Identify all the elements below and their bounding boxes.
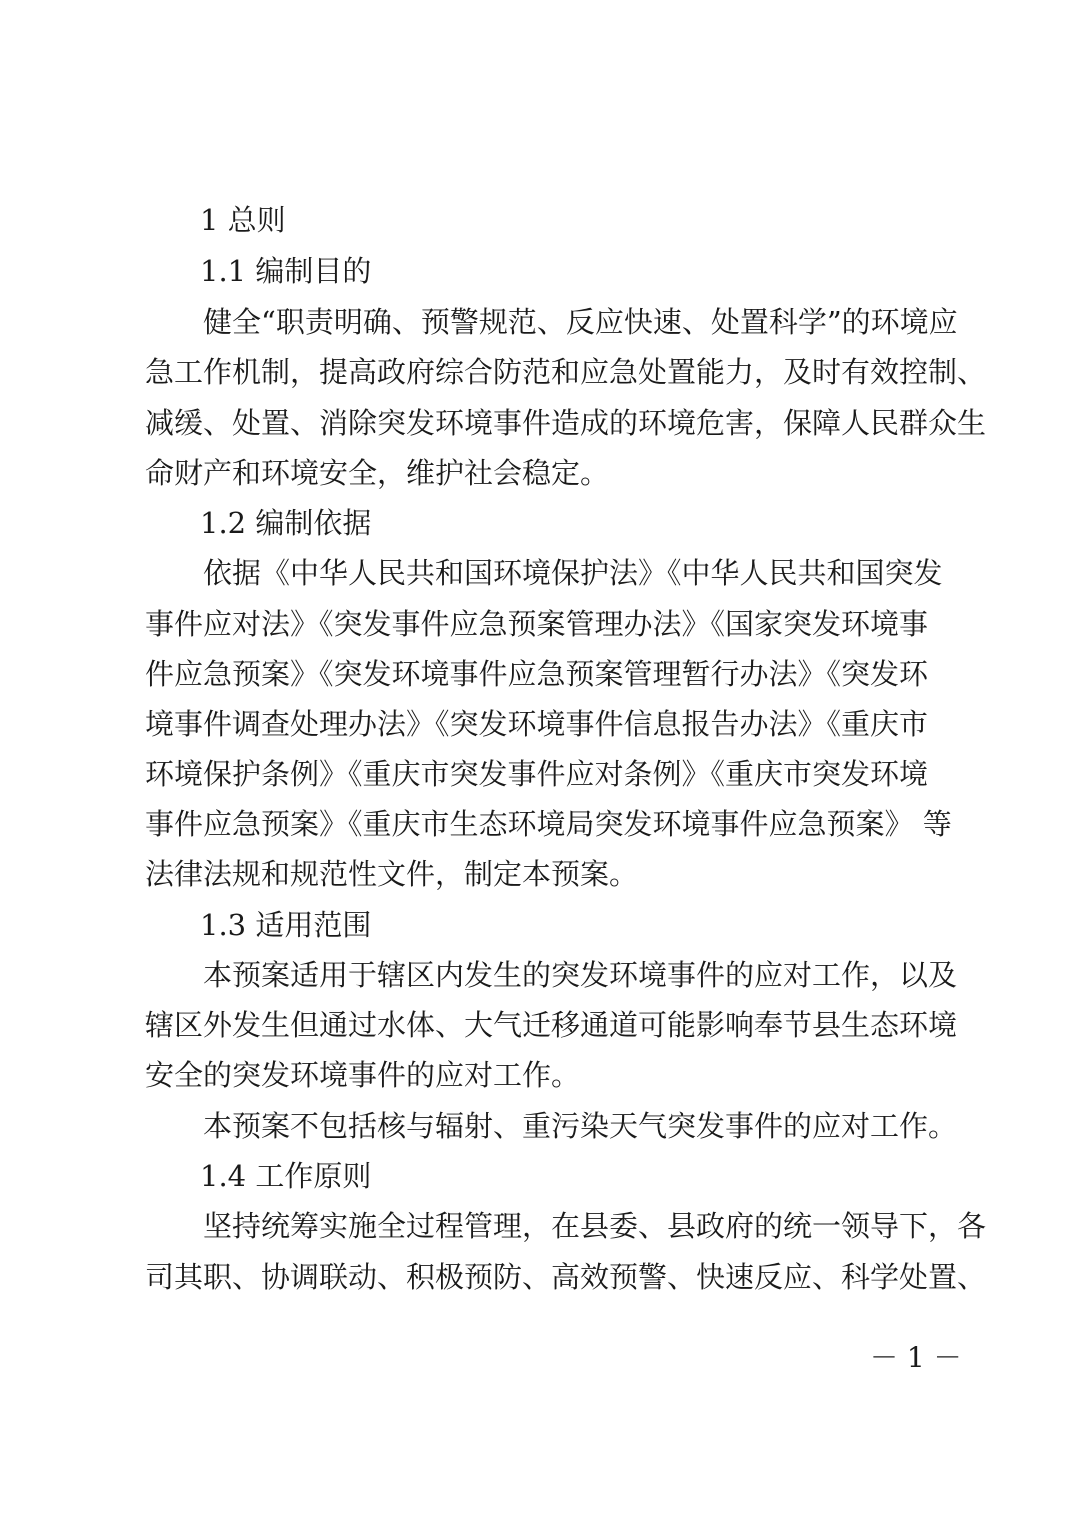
paragraph-line: 健全“职责明确、预警规范、反应快速、处置科学”的环境应 (203, 305, 958, 339)
paragraph-line: 依据《中华人民共和国环境保护法》《中华人民共和国突发 (203, 556, 943, 590)
subsection-heading-1-2: 1.2 编制依据 (200, 506, 372, 540)
page-number: － 1 － (870, 1341, 962, 1374)
paragraph-line: 件应急预案》《突发环境事件应急预案管理暂行办法》《突发环 (145, 657, 929, 691)
paragraph-line: 境事件调查处理办法》《突发环境事件信息报告办法》《重庆市 (145, 707, 929, 741)
subsection-heading-1-1: 1.1 编制目的 (200, 254, 372, 288)
paragraph-line: 坚持统筹实施全过程管理，在县委、县政府的统一领导下，各 (203, 1209, 987, 1243)
paragraph-line: 安全的突发环境事件的应对工作。 (145, 1058, 581, 1092)
subsection-heading-1-4: 1.4 工作原则 (200, 1159, 372, 1193)
paragraph-line: 本预案不包括核与辐射、重污染天气突发事件的应对工作。 (203, 1109, 958, 1143)
paragraph-line: 急工作机制，提高政府综合防范和应急处置能力，及时有效控制、 (145, 355, 987, 389)
paragraph-line: 减缓、处置、消除突发环境事件造成的环境危害，保障人民群众生 (145, 406, 987, 440)
paragraph-line: 事件应急预案》《重庆市生态环境局突发环境事件应急预案》 等 (145, 807, 952, 841)
section-heading-1: 1 总则 (200, 203, 286, 237)
paragraph-line: 法律法规和规范性文件，制定本预案。 (145, 857, 639, 891)
paragraph-line: 本预案适用于辖区内发生的突发环境事件的应对工作，以及 (203, 958, 958, 992)
paragraph-line: 命财产和环境安全，维护社会稳定。 (145, 456, 610, 490)
paragraph-line: 辖区外发生但通过水体、大气迁移通道可能影响奉节县生态环境 (145, 1008, 958, 1042)
paragraph-line: 环境保护条例》《重庆市突发事件应对条例》《重庆市突发环境 (145, 757, 929, 791)
subsection-heading-1-3: 1.3 适用范围 (200, 908, 372, 942)
paragraph-line: 司其职、协调联动、积极预防、高效预警、快速反应、科学处置、 (145, 1260, 987, 1294)
paragraph-line: 事件应对法》《突发事件应急预案管理办法》《国家突发环境事 (145, 607, 929, 641)
